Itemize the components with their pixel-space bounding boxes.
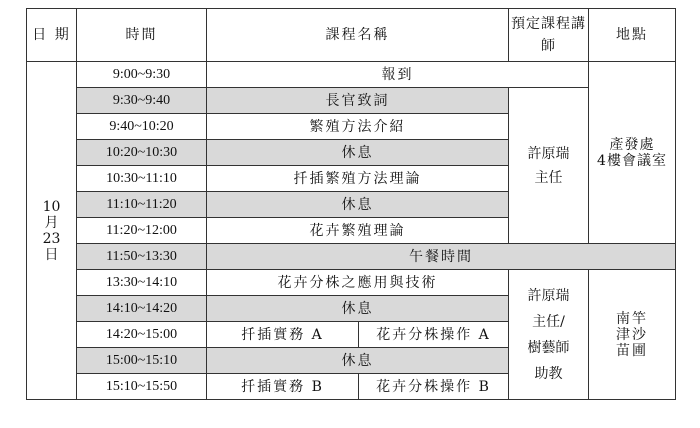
location-cell-1 (589, 62, 676, 244)
time-cell: 10:20~10:30 (77, 140, 207, 166)
course-cell: 休息 (207, 348, 509, 374)
location-cell-2 (589, 270, 676, 400)
header-lecturer: 預定課程講師 (509, 9, 589, 62)
course-cell: 報到 (207, 62, 589, 88)
time-cell: 11:10~11:20 (77, 192, 207, 218)
table-row (27, 244, 676, 270)
header-row (27, 9, 676, 62)
course-cell-b: 花卉分株操作 B (359, 374, 509, 400)
lecturer-2-line-4: 助教 (534, 365, 563, 382)
location-2-line-1: 南竿 (616, 310, 648, 327)
lecturer-2-line-3: 樹藝師 (527, 339, 570, 356)
header-location: 地點 (589, 9, 676, 62)
schedule-table (26, 8, 676, 400)
time-cell: 11:50~13:30 (77, 244, 207, 270)
header-course: 課程名稱 (207, 9, 509, 62)
table-row (27, 62, 676, 88)
lecturer-cell-2 (509, 270, 589, 400)
date-day-char: 日 (44, 246, 59, 263)
time-cell: 9:00~9:30 (77, 62, 207, 88)
time-cell: 9:30~9:40 (77, 88, 207, 114)
course-cell: 休息 (207, 192, 509, 218)
lecturer-1-line-1: 許原瑞 (527, 145, 570, 162)
course-cell-a: 扦插實務 B (207, 374, 359, 400)
date-month-number: 10 (42, 198, 61, 215)
location-2-line-3: 苗圃 (616, 342, 648, 359)
table-row (27, 88, 676, 114)
time-cell: 15:10~15:50 (77, 374, 207, 400)
time-cell: 13:30~14:10 (77, 270, 207, 296)
time-cell: 15:00~15:10 (77, 348, 207, 374)
course-cell-a: 扦插實務 A (207, 322, 359, 348)
header-date: 日 期 (27, 9, 77, 62)
course-cell: 扦插繁殖方法理論 (207, 166, 509, 192)
course-cell: 花卉繁殖理論 (207, 218, 509, 244)
location-2-line-2: 津沙 (616, 326, 648, 343)
course-cell: 花卉分株之應用與技術 (207, 270, 509, 296)
header-time: 時間 (77, 9, 207, 62)
course-cell: 繁殖方法介紹 (207, 114, 509, 140)
time-cell: 11:20~12:00 (77, 218, 207, 244)
course-cell: 午餐時間 (207, 244, 676, 270)
lecturer-1-line-2: 主任 (534, 169, 563, 186)
table-row (27, 270, 676, 296)
course-cell-b: 花卉分株操作 A (359, 322, 509, 348)
course-cell: 休息 (207, 140, 509, 166)
date-month-char: 月 (44, 214, 59, 231)
course-cell: 長官致詞 (207, 88, 509, 114)
time-cell: 14:10~14:20 (77, 296, 207, 322)
time-cell: 14:20~15:00 (77, 322, 207, 348)
course-cell: 休息 (207, 296, 509, 322)
lecturer-2-line-1: 許原瑞 (527, 287, 570, 304)
lecturer-2-line-2: 主任/ (532, 313, 565, 330)
lecturer-cell-1 (509, 88, 589, 244)
date-cell (27, 62, 77, 400)
time-cell: 9:40~10:20 (77, 114, 207, 140)
location-1-line-1: 產發處 (609, 136, 655, 153)
date-day-number: 23 (42, 230, 61, 247)
location-1-line-2: 4樓會議室 (597, 152, 667, 169)
time-cell: 10:30~11:10 (77, 166, 207, 192)
